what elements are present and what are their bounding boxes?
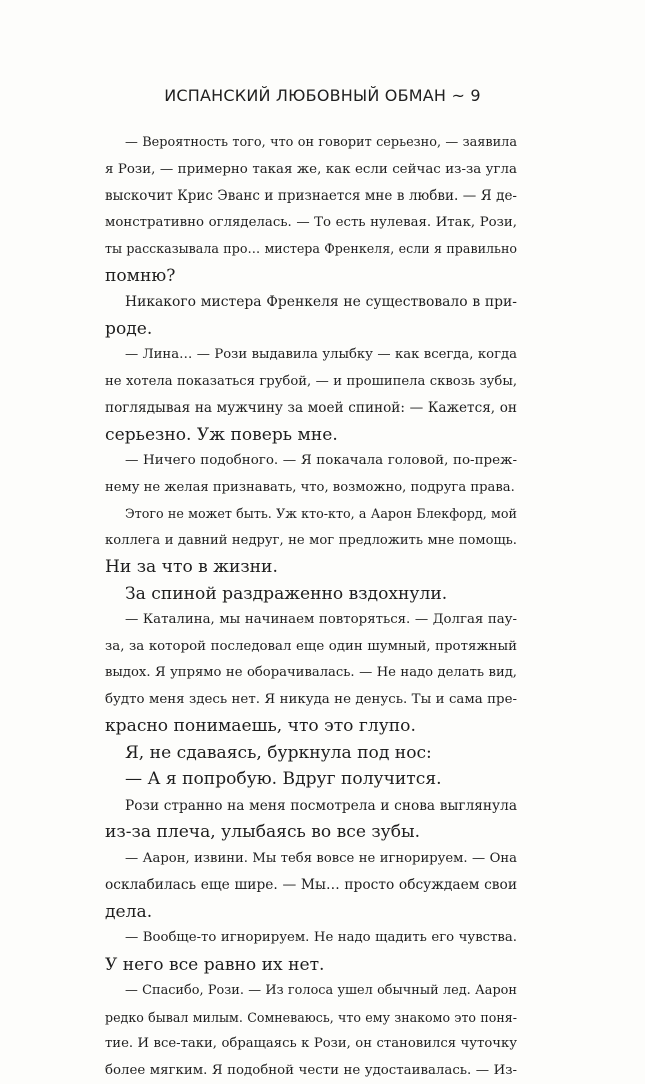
text-line: осклабилась еще шире. — Мы… просто обсуждаем свои (105, 872, 517, 899)
text-line: тие. И все-таки, обращаясь к Рози, он становился чуточку (105, 1031, 517, 1058)
text-line: — Спасибо, Рози. — Из голоса ушел обычный лед. Аарон (105, 978, 517, 1005)
text-line: — Лина… — Рози выдавила улыбку — как всегда, когда (105, 342, 517, 369)
text-line: — Вообще-то игнорируем. Не надо щадить его чувства. (105, 925, 517, 952)
text-line: — А я попробую. Вдруг получится. (105, 766, 517, 793)
body-text (105, 130, 517, 1084)
text-line: роде. (105, 316, 517, 343)
text-line: Я, не сдаваясь, буркнула под нос: (105, 740, 517, 767)
text-line: Ни за что в жизни. (105, 554, 517, 581)
text-line: нему не желая признавать, что, возможно, подруга права. (105, 475, 517, 502)
running-head-separator: ~ (451, 86, 465, 105)
text-line: — Ничего подобного. — Я покачала головой, по-преж- (105, 448, 517, 475)
text-line: серьезно. Уж поверь мне. (105, 422, 517, 449)
text-line: выскочит Крис Эванс и признается мне в любви. — Я де- (105, 183, 517, 210)
text-line: За спиной раздраженно вздохнули. (105, 581, 517, 608)
text-line: более мягким. Я подобной чести не удостаивалась. — Из- (105, 1058, 517, 1084)
running-head (0, 86, 645, 105)
page-number: 9 (470, 86, 480, 105)
text-line: за, за которой последовал еще один шумный, протяжный (105, 634, 517, 661)
text-line: из-за плеча, улыбаясь во все зубы. (105, 819, 517, 846)
text-line: выдох. Я упрямо не оборачивалась. — Не надо делать вид, (105, 660, 517, 687)
text-line: Этого не может быть. Уж кто-кто, а Аарон Блекфорд, мой (105, 501, 517, 528)
text-line: не хотела показаться грубой, — и прошипела сквозь зубы, (105, 369, 517, 396)
text-line: я Рози, — примерно такая же, как если сейчас из-за угла (105, 157, 517, 184)
text-line: — Вероятность того, что он говорит серьезно, — заявила (105, 130, 517, 157)
text-line: коллега и давний недруг, не мог предложить мне помощь. (105, 528, 517, 555)
text-line: будто меня здесь нет. Я никуда не денусь. Ты и сама пре- (105, 687, 517, 714)
text-line: помню? (105, 263, 517, 290)
text-line: ты рассказывала про… мистера Френкеля, если я правильно (105, 236, 517, 263)
text-line: У него все равно их нет. (105, 952, 517, 979)
text-line: Рози странно на меня посмотрела и снова выглянула (105, 793, 517, 820)
running-head-title: ИСПАНСКИЙ ЛЮБОВНЫЙ ОБМАН (164, 86, 446, 105)
text-line: монстративно огляделась. — То есть нулевая. Итак, Рози, (105, 210, 517, 237)
text-line: редко бывал милым. Сомневаюсь, что ему знакомо это поня- (105, 1005, 517, 1032)
text-line: красно понимаешь, что это глупо. (105, 713, 517, 740)
text-line: — Каталина, мы начинаем повторяться. — Долгая пау- (105, 607, 517, 634)
text-line: дела. (105, 899, 517, 926)
text-line: поглядывая на мужчину за моей спиной: — Кажется, он (105, 395, 517, 422)
text-line: — Аарон, извини. Мы тебя вовсе не игнорируем. — Она (105, 846, 517, 873)
text-line: Никакого мистера Френкеля не существовало в при- (105, 289, 517, 316)
